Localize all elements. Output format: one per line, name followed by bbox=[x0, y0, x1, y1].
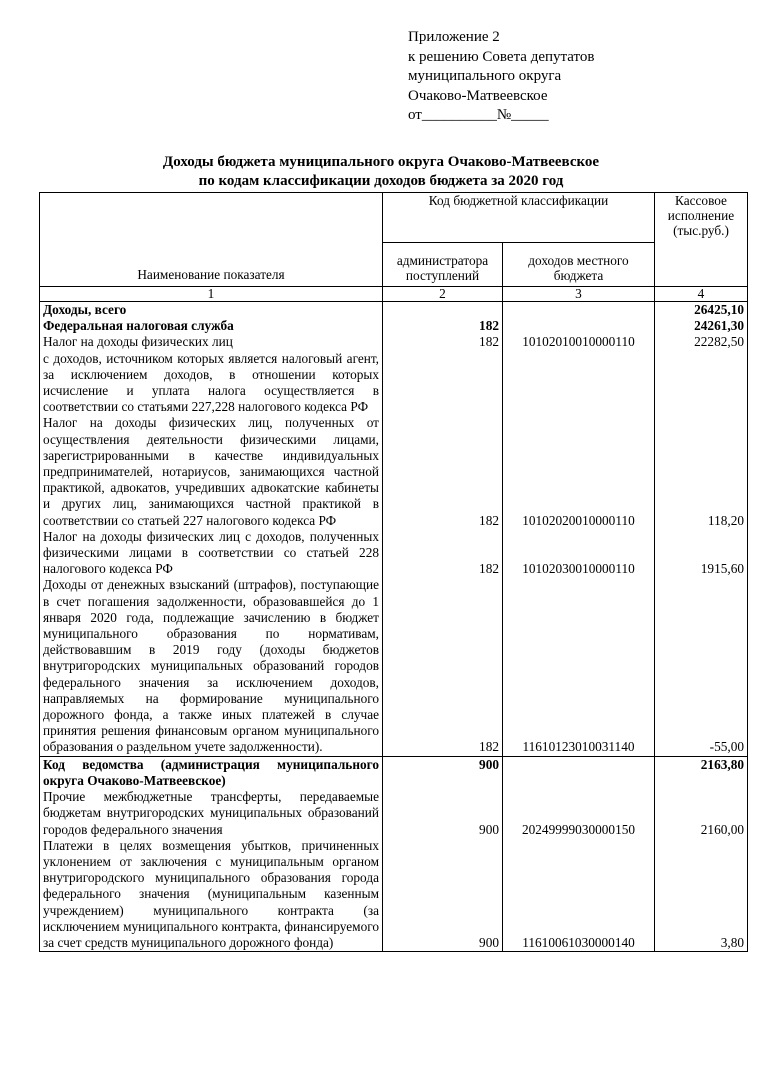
row-name: Доходы от денежных взысканий (штрафов), поступающие в счет погашения задолженности, образовавшейся до 1 января 2020 года, подлежащие зачислению в бюджет муниципального образования по нормативам, действовавшим в 2019 году (доходы бюджетов внутригородских муниципальных образований городов федерального значения за исключением доходов, направляемых на формирование муниципального дорожного фонда, а также иных платежей в случае принятия решения финансовым органом муниципального образования о раздельном учете задолженности). bbox=[40, 577, 383, 756]
row-code bbox=[503, 756, 655, 789]
col-number: 1 bbox=[40, 287, 383, 302]
row-name: Прочие межбюджетные трансферты, передаваемые бюджетам внутригородских муниципальных образований городов федерального значения bbox=[40, 789, 383, 838]
row-amount-value: 118,20 bbox=[707, 512, 744, 528]
header-local: доходов местного бюджета bbox=[503, 243, 655, 287]
row-amount: 24261,30 bbox=[655, 318, 748, 334]
revenue-table bbox=[39, 192, 748, 952]
row-name: с доходов, источником которых является налоговый агент, за исключением доходов, в отношении которых исчисление и уплата налога осуществляется в соответствии со статьями 227,228 налогового кодекса РФ bbox=[40, 351, 383, 416]
row-name: Доходы, всего bbox=[40, 302, 383, 319]
row-admin: 900 bbox=[383, 756, 503, 789]
header-name: Наименование показателя bbox=[40, 193, 383, 287]
table-row bbox=[40, 577, 748, 756]
row-code bbox=[503, 529, 655, 578]
col-number: 2 bbox=[383, 287, 503, 302]
col-number: 3 bbox=[503, 287, 655, 302]
table-row bbox=[40, 415, 748, 528]
row-amount bbox=[655, 789, 748, 838]
row-admin-value: 900 bbox=[479, 821, 499, 837]
row-name: Налог на доходы физических лиц bbox=[40, 334, 383, 350]
row-admin bbox=[383, 415, 503, 528]
row-amount-value: 3,80 bbox=[720, 934, 744, 950]
row-code bbox=[503, 318, 655, 334]
table-row bbox=[40, 334, 748, 350]
row-name: Код ведомства (администрация муниципального округа Очаково-Матвеевское) bbox=[40, 756, 383, 789]
row-admin bbox=[383, 577, 503, 756]
row-code: 10102010010000110 bbox=[503, 334, 655, 350]
appendix-line: от__________№_____ bbox=[408, 107, 549, 124]
row-admin-value: 182 bbox=[479, 512, 499, 528]
row-admin bbox=[383, 302, 503, 319]
row-name: Налог на доходы физических лиц, полученных от осуществления деятельности физическими лицами, зарегистрированными в качестве индивидуальных предпринимателей, нотариусов, занимающихся частной практикой, адвокатов, учредивших адвокатские кабинеты и других лиц, занимающихся частной практикой в соответствии со статьей 227 налогового кодекса РФ bbox=[40, 415, 383, 528]
header-exec-label: Кассовое исполнение (тыс.руб.) bbox=[667, 193, 735, 238]
row-amount: 2163,80 bbox=[655, 756, 748, 789]
row-admin: 182 bbox=[383, 334, 503, 350]
row-amount: 26425,10 bbox=[655, 302, 748, 319]
row-admin bbox=[383, 529, 503, 578]
row-amount bbox=[655, 577, 748, 756]
row-amount bbox=[655, 529, 748, 578]
row-code-value: 10102020010000110 bbox=[522, 512, 635, 528]
appendix-line: к решению Совета депутатов bbox=[408, 48, 595, 65]
row-admin-value: 182 bbox=[479, 739, 499, 755]
title-line-1: Доходы бюджета муниципального округа Очаково-Матвеевское bbox=[162, 154, 600, 170]
col-number: 4 bbox=[655, 287, 748, 302]
row-name: Налог на доходы физических лиц с доходов, полученных физическими лицами в соответствии со статьей 228 налогового кодекса РФ bbox=[40, 529, 383, 578]
table-row bbox=[40, 318, 748, 334]
row-code-value: 11610061030000140 bbox=[522, 934, 635, 950]
row-code bbox=[503, 302, 655, 319]
appendix-line: Очаково-Матвеевское bbox=[408, 87, 548, 104]
row-admin bbox=[383, 789, 503, 838]
row-amount-value: -55,00 bbox=[709, 739, 744, 755]
row-code bbox=[503, 789, 655, 838]
row-amount bbox=[655, 838, 748, 952]
title-line-2: по кодам классификации доходов бюджета за 2020 год bbox=[198, 173, 564, 189]
row-amount-value: 1915,60 bbox=[700, 561, 744, 577]
row-code bbox=[503, 415, 655, 528]
row-admin bbox=[383, 838, 503, 952]
row-admin-value: 900 bbox=[479, 934, 499, 950]
row-code-value: 11610123010031140 bbox=[522, 739, 635, 755]
document-title bbox=[0, 153, 762, 191]
table-row bbox=[40, 789, 748, 838]
table-row bbox=[40, 756, 748, 789]
row-name: Платежи в целях возмещения убытков, причиненных уклонением от заключения с муниципальным органом внутригородского муниципального образования города федерального значения (муниципальным казенным учреждением) муниципального контракта (за исключением муниципального контракта, финансируемого за счет средств муниципального дорожного фонда) bbox=[40, 838, 383, 952]
row-admin-value: 182 bbox=[479, 561, 499, 577]
row-code bbox=[503, 577, 655, 756]
header-code: Код бюджетной классификации bbox=[383, 193, 655, 243]
appendix-block bbox=[408, 28, 594, 126]
row-amount: 22282,50 bbox=[655, 334, 748, 350]
table-row bbox=[40, 838, 748, 952]
row-admin: 182 bbox=[383, 318, 503, 334]
row-code bbox=[503, 838, 655, 952]
table-row bbox=[40, 302, 748, 319]
table-row bbox=[40, 351, 748, 416]
row-admin bbox=[383, 351, 503, 416]
row-name: Федеральная налоговая служба bbox=[40, 318, 383, 334]
row-code-value: 20249999030000150 bbox=[521, 821, 636, 837]
table-row bbox=[40, 529, 748, 578]
header-exec bbox=[655, 193, 748, 287]
row-amount bbox=[655, 351, 748, 416]
row-amount-value: 2160,00 bbox=[700, 821, 744, 837]
row-code bbox=[503, 351, 655, 416]
row-amount bbox=[655, 415, 748, 528]
appendix-line: муниципального округа bbox=[408, 68, 562, 85]
header-admin: администратора поступлений bbox=[383, 243, 503, 287]
row-code-value: 10102030010000110 bbox=[522, 561, 635, 577]
appendix-line: Приложение 2 bbox=[408, 29, 500, 45]
